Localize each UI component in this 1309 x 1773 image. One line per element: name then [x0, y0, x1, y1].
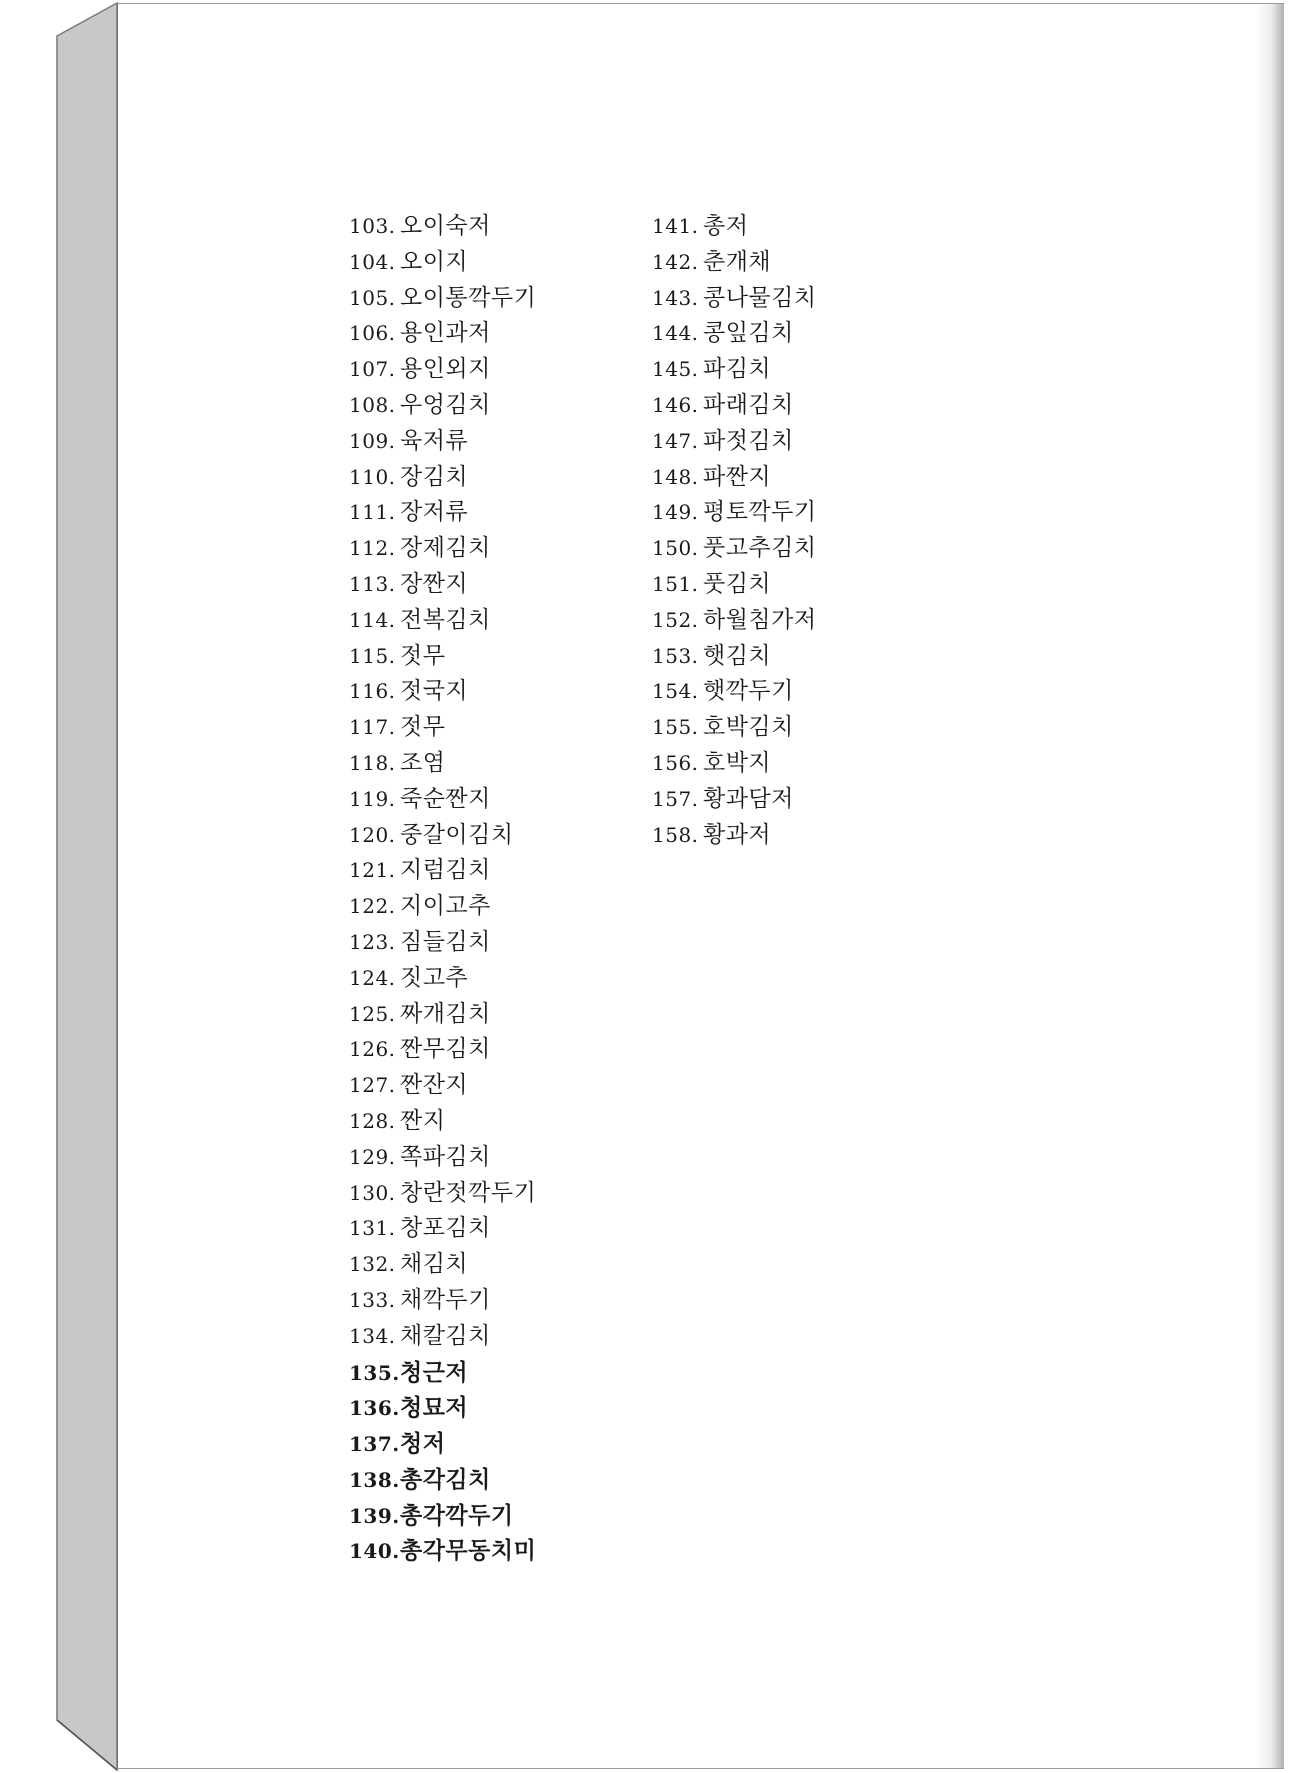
item-number: 134. [349, 1323, 396, 1348]
list-item [349, 460, 536, 496]
item-name: 지이고추 [400, 893, 491, 920]
list-item [349, 1247, 536, 1283]
list-item [349, 531, 536, 567]
list-item [349, 1211, 536, 1247]
item-number: 103. [349, 214, 396, 238]
item-number: 119. [349, 786, 396, 811]
item-number: 108. [349, 392, 396, 417]
item-number: 144. [652, 321, 699, 346]
item-number: 143. [652, 285, 699, 310]
page-edge-shadow [1256, 4, 1284, 1768]
item-number: 137. [349, 1432, 400, 1457]
item-name: 햇김치 [703, 642, 772, 669]
item-number: 122. [349, 894, 396, 919]
item-name: 풋김치 [703, 570, 772, 597]
item-name: 총각깍두기 [400, 1502, 514, 1529]
item-number: 147. [652, 428, 699, 453]
item-name: 조염 [400, 749, 446, 776]
item-number: 152. [652, 607, 699, 632]
list-item [349, 1104, 536, 1140]
item-number: 115. [349, 643, 396, 668]
list-item [349, 245, 536, 281]
item-name: 청저 [400, 1431, 446, 1458]
list-item [349, 567, 536, 603]
list-item [349, 1498, 536, 1534]
list-item [652, 460, 817, 496]
item-number: 138. [349, 1467, 400, 1492]
item-number: 157. [652, 786, 699, 811]
item-number: 142. [652, 249, 699, 274]
item-number: 125. [349, 1001, 396, 1026]
item-name: 장제김치 [400, 535, 491, 562]
item-number: 158. [652, 822, 699, 847]
item-number: 123. [349, 929, 396, 954]
item-name: 전복김치 [400, 606, 491, 633]
item-number: 145. [652, 357, 699, 382]
item-name: 짓고추 [400, 964, 469, 991]
item-name: 콩나물김치 [703, 284, 817, 311]
item-name: 장김치 [400, 463, 469, 490]
list-item [652, 782, 817, 818]
item-name: 총각무동치미 [400, 1538, 537, 1565]
list-item [349, 209, 536, 245]
list-item [349, 1140, 536, 1176]
item-name: 우엉김치 [400, 391, 491, 418]
item-name: 용인과저 [400, 320, 491, 347]
item-name: 하월침가저 [703, 606, 817, 633]
list-item [349, 424, 536, 460]
item-number: 114. [349, 607, 396, 632]
list-item [652, 495, 817, 531]
item-number: 156. [652, 750, 699, 775]
list-item [349, 674, 536, 710]
item-number: 150. [652, 536, 699, 561]
item-name: 죽순짠지 [400, 785, 491, 812]
list-item [652, 674, 817, 710]
item-number: 109. [349, 428, 396, 453]
list-item [349, 710, 536, 746]
item-number: 151. [652, 571, 699, 596]
list-item [652, 531, 817, 567]
list-item [652, 603, 817, 639]
item-name: 황과저 [703, 821, 772, 848]
item-number: 127. [349, 1073, 396, 1098]
list-item [652, 710, 817, 746]
list-item [349, 1176, 536, 1212]
item-name: 채칼김치 [400, 1322, 491, 1349]
item-name: 젓무 [400, 714, 446, 741]
list-item [349, 853, 536, 889]
list-item [652, 352, 817, 388]
list-item [349, 352, 536, 388]
item-name: 햇깍두기 [703, 678, 794, 705]
list-item [349, 889, 536, 925]
item-name: 청근저 [400, 1359, 469, 1386]
list-item [349, 1283, 536, 1319]
item-name: 청묘저 [400, 1395, 469, 1422]
item-number: 121. [349, 858, 396, 883]
item-name: 장짠지 [400, 570, 469, 597]
list-item [652, 245, 817, 281]
list-column-left [349, 209, 536, 1569]
list-item [652, 388, 817, 424]
item-name: 호박김치 [703, 714, 794, 741]
item-number: 110. [349, 464, 396, 489]
item-number: 139. [349, 1503, 400, 1528]
item-name: 파젓김치 [703, 427, 794, 454]
item-name: 오이숙저 [400, 213, 491, 239]
spine-face [57, 3, 117, 1770]
list-item [349, 639, 536, 675]
item-name: 짜개김치 [400, 1000, 491, 1027]
list-item [349, 1068, 536, 1104]
item-name: 젓무 [400, 642, 446, 669]
list-item [349, 997, 536, 1033]
item-number: 116. [349, 679, 396, 704]
list-item [652, 209, 817, 245]
list-item [349, 961, 536, 997]
list-item [349, 1462, 536, 1498]
list-item [349, 1390, 536, 1426]
list-item [349, 316, 536, 352]
item-number: 113. [349, 571, 396, 596]
item-number: 111. [349, 500, 396, 525]
list-item [349, 603, 536, 639]
item-name: 짠무김치 [400, 1036, 491, 1063]
list-item [652, 281, 817, 317]
item-name: 육저류 [400, 427, 469, 454]
item-name: 황과담저 [703, 785, 794, 812]
list-item [652, 746, 817, 782]
item-name: 쪽파김치 [400, 1143, 491, 1170]
item-number: 135. [349, 1360, 400, 1385]
item-name: 젓국지 [400, 678, 469, 705]
item-number: 140. [349, 1539, 400, 1564]
list-item [652, 639, 817, 675]
item-name: 장저류 [400, 499, 469, 526]
item-name: 파김치 [703, 356, 772, 383]
list-item [349, 818, 536, 854]
item-number: 126. [349, 1037, 396, 1062]
item-name: 파래김치 [703, 391, 794, 418]
list-item [349, 1533, 536, 1569]
item-name: 채깍두기 [400, 1286, 491, 1313]
item-number: 106. [349, 321, 396, 346]
item-name: 호박지 [703, 749, 772, 776]
list-item [349, 746, 536, 782]
item-name: 파짠지 [703, 463, 772, 490]
item-number: 131. [349, 1216, 396, 1241]
list-item [652, 567, 817, 603]
item-number: 154. [652, 679, 699, 704]
item-name: 오이지 [400, 248, 469, 275]
item-name: 총저 [703, 213, 749, 239]
item-name: 총각김치 [400, 1466, 491, 1493]
list-column-right [652, 209, 817, 853]
list-item [349, 1032, 536, 1068]
list-item [349, 1319, 536, 1355]
item-number: 148. [652, 464, 699, 489]
list-item [349, 495, 536, 531]
item-number: 136. [349, 1396, 400, 1421]
item-name: 창란젓깍두기 [400, 1179, 537, 1206]
list-item [349, 1355, 536, 1391]
item-name: 콩잎김치 [703, 320, 794, 347]
list-item [349, 782, 536, 818]
item-number: 149. [652, 500, 699, 525]
item-number: 118. [349, 750, 396, 775]
item-name: 짠지 [400, 1107, 446, 1134]
item-name: 평토깍두기 [703, 499, 817, 526]
list-item [349, 1426, 536, 1462]
list-item [652, 316, 817, 352]
item-number: 130. [349, 1180, 396, 1205]
item-number: 128. [349, 1108, 396, 1133]
item-number: 153. [652, 643, 699, 668]
item-number: 117. [349, 715, 396, 740]
item-name: 채김치 [400, 1251, 469, 1278]
item-name: 용인외지 [400, 356, 491, 383]
list-item [349, 925, 536, 961]
item-number: 120. [349, 822, 396, 847]
item-name: 춘개채 [703, 248, 772, 275]
item-number: 141. [652, 214, 699, 238]
item-number: 124. [349, 965, 396, 990]
item-number: 146. [652, 392, 699, 417]
item-number: 107. [349, 357, 396, 382]
item-number: 112. [349, 536, 396, 561]
list-item [652, 424, 817, 460]
item-name: 지럼김치 [400, 857, 491, 884]
item-name: 오이통깍두기 [400, 284, 537, 311]
list-item [652, 818, 817, 854]
item-number: 155. [652, 715, 699, 740]
item-name: 짠잔지 [400, 1072, 469, 1099]
item-name: 중갈이김치 [400, 821, 514, 848]
item-number: 105. [349, 285, 396, 310]
list-item [349, 281, 536, 317]
item-name: 창포김치 [400, 1215, 491, 1242]
item-number: 129. [349, 1144, 396, 1169]
item-number: 104. [349, 249, 396, 274]
item-name: 풋고추김치 [703, 535, 817, 562]
list-item [349, 388, 536, 424]
item-number: 132. [349, 1252, 396, 1277]
item-number: 133. [349, 1287, 396, 1312]
item-name: 짐들김치 [400, 928, 491, 955]
